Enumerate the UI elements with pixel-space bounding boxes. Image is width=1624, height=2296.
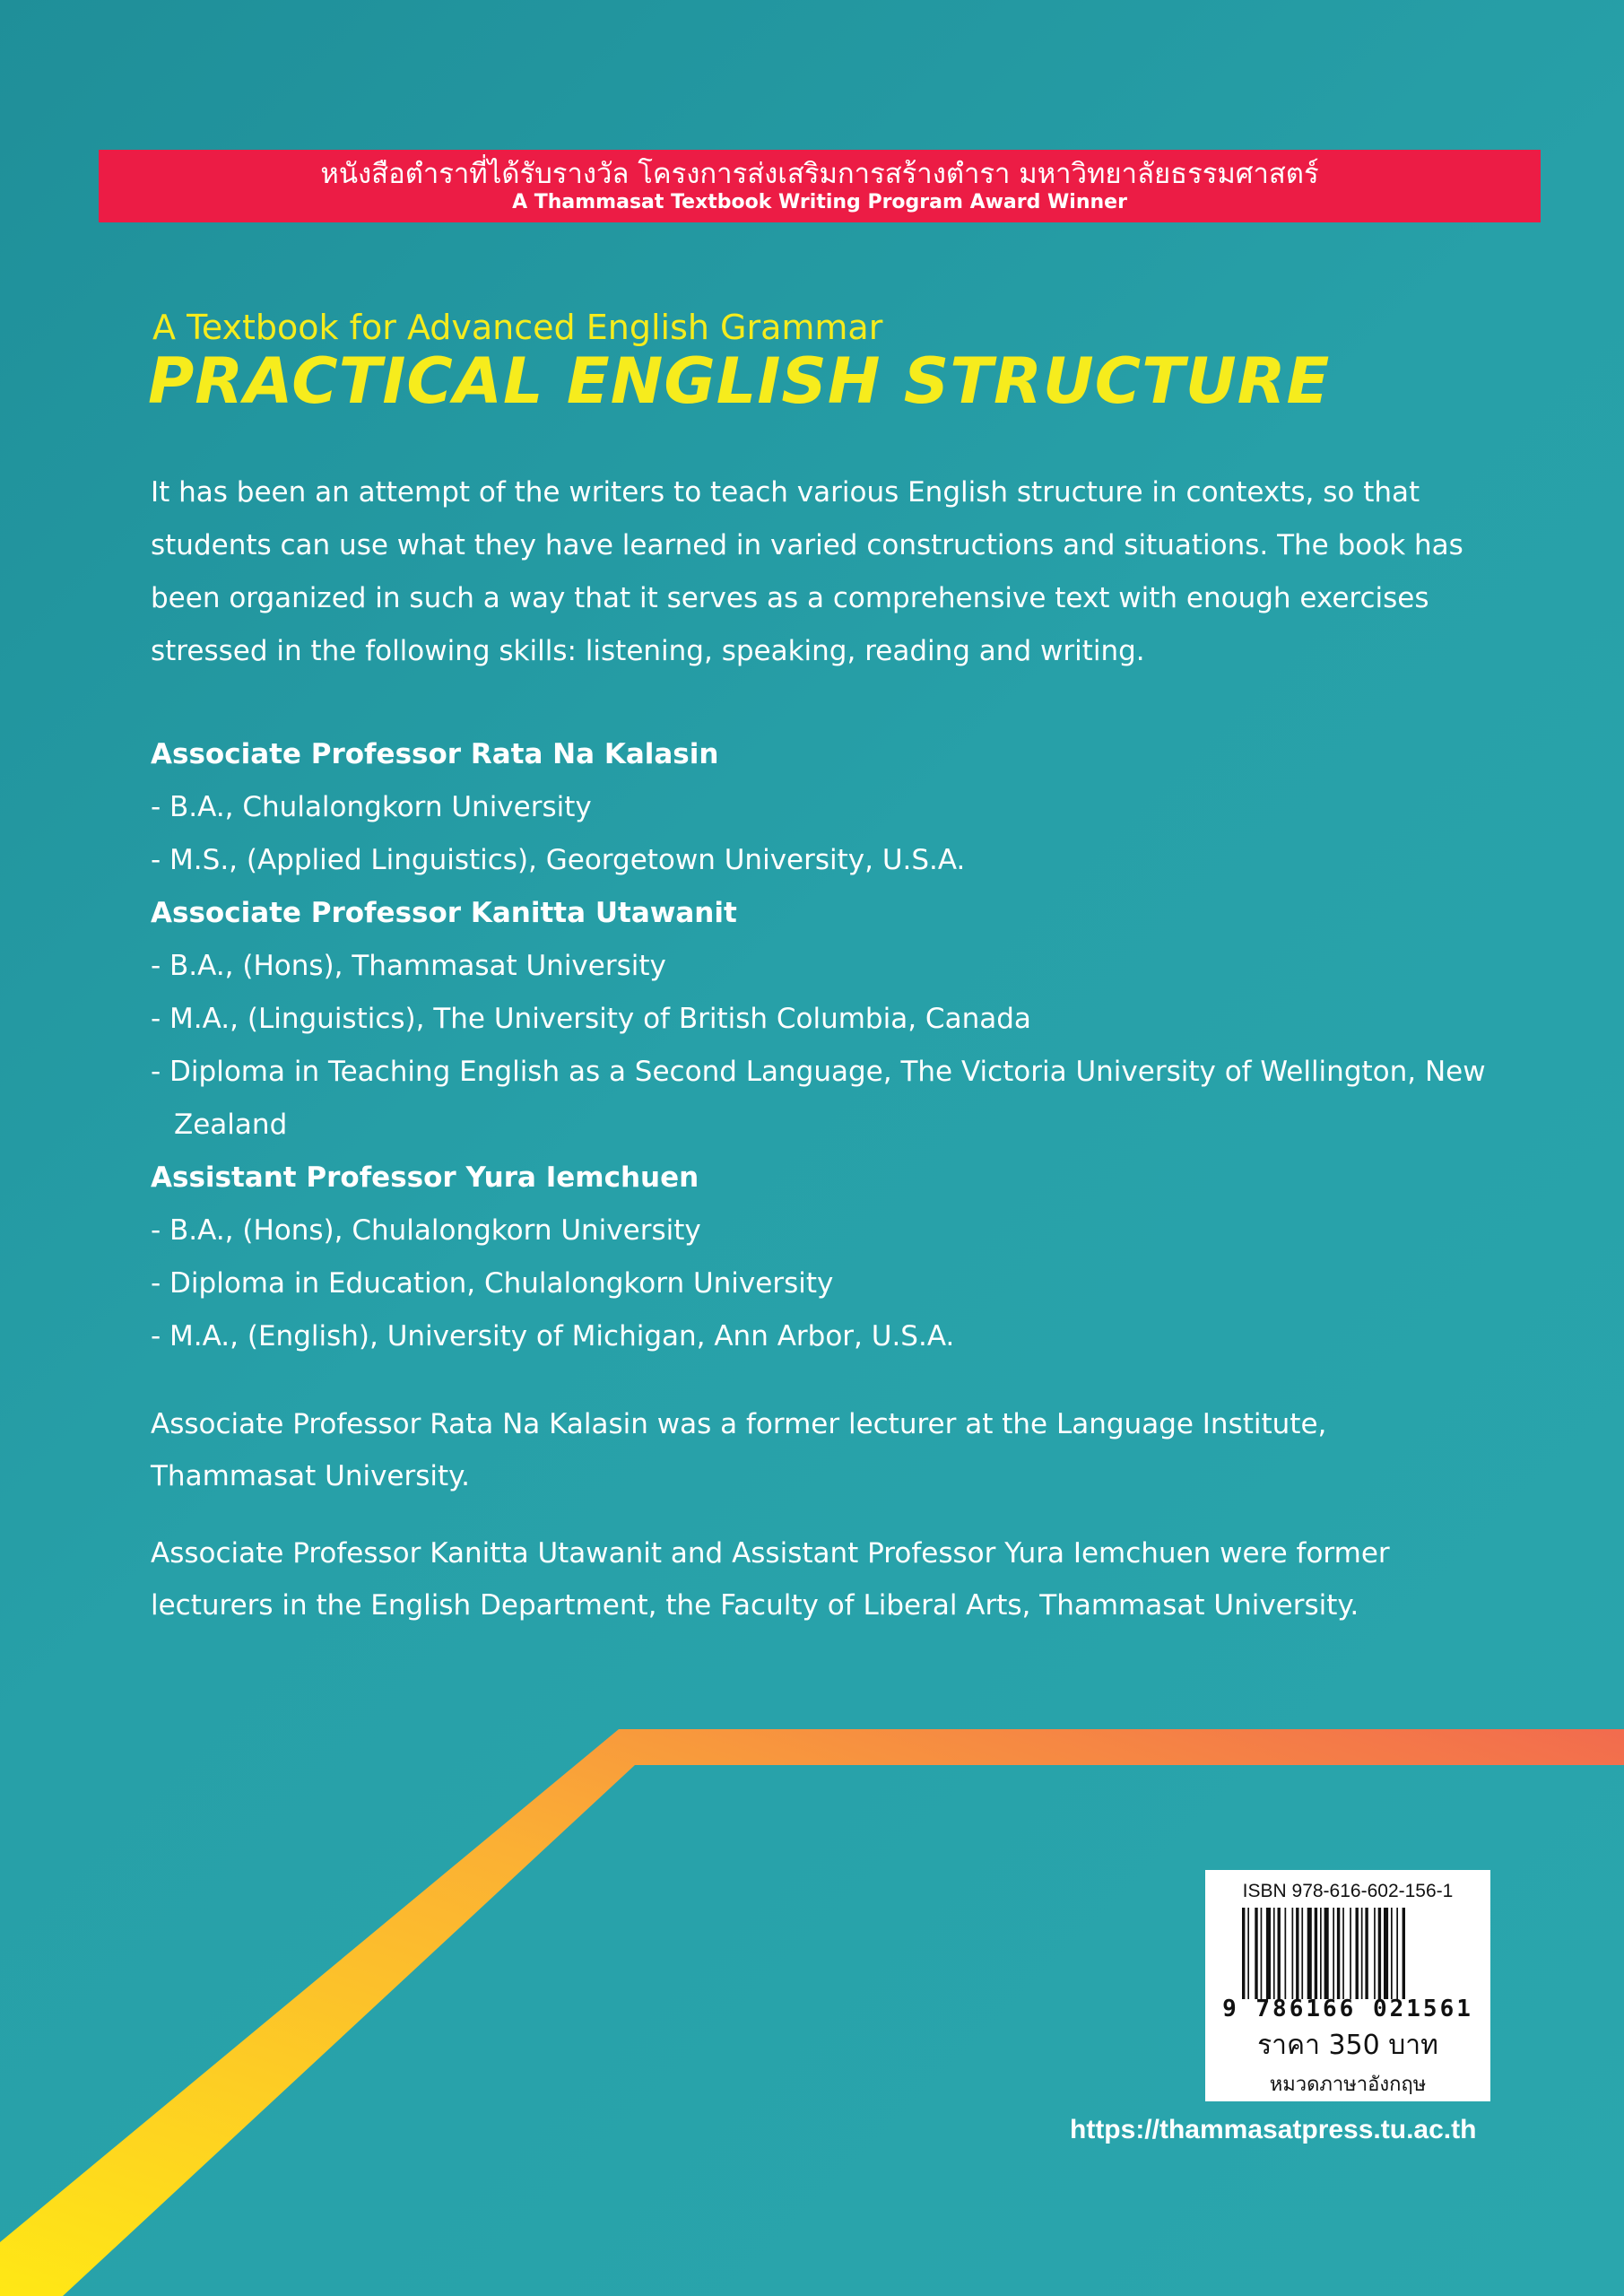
- author-note-2: Associate Professor Kanitta Utawanit and Assistant Professor Yura Iemchuen were former lecturers in the English Department, the Faculty of Liberal Arts, Thammasat University.: [151, 1537, 1390, 1622]
- author-credential: - Diploma in Education, Chulalongkorn University: [151, 1267, 834, 1300]
- award-english-text: A Thammasat Textbook Writing Program Award Winner: [512, 191, 1127, 213]
- author-credential: - M.A., (English), University of Michigan, Ann Arbor, U.S.A.: [151, 1320, 955, 1352]
- author-credential: - Diploma in Teaching English as a Second Language, The Victoria University of Wellington, New Zealand: [151, 1056, 1486, 1141]
- author-block: [151, 1152, 1496, 1363]
- barcode-digits: 9 786166 021561: [1222, 1996, 1473, 2022]
- barcode-panel: [1205, 1870, 1490, 2101]
- barcode-icon: [1238, 1908, 1457, 1999]
- author-name: Associate Professor Kanitta Utawanit: [151, 897, 737, 929]
- author-credential: - M.A., (Linguistics), The University of British Columbia, Canada: [151, 1003, 1031, 1035]
- award-banner: [99, 150, 1541, 222]
- author-credential: - B.A., (Hons), Chulalongkorn University: [151, 1214, 701, 1247]
- author-block: [151, 728, 1496, 887]
- isbn-label: ISBN 978-616-602-156-1: [1242, 1881, 1454, 1901]
- author-name: Assistant Professor Yura Iemchuen: [151, 1161, 699, 1194]
- book-title: PRACTICAL ENGLISH STRUCTURE: [148, 344, 1331, 418]
- price-label: ราคา 350 บาท: [1257, 2030, 1438, 2061]
- author-credential: - B.A., (Hons), Thammasat University: [151, 950, 666, 982]
- author-credential: - M.S., (Applied Linguistics), Georgetown University, U.S.A.: [151, 844, 966, 876]
- book-subtitle: A Textbook for Advanced English Grammar: [152, 308, 883, 347]
- author-note-1: Associate Professor Rata Na Kalasin was a former lecturer at the Language Institute, Thammasat University.: [151, 1408, 1327, 1492]
- author-block: [151, 887, 1496, 1152]
- category-label: หมวดภาษาอังกฤษ: [1269, 2074, 1427, 2096]
- award-thai-text: หนังสือตำราที่ได้รับรางวัล โครงการส่งเสริมการสร้างตำรา มหาวิทยาลัยธรรมศาสตร์: [320, 158, 1319, 190]
- author-name: Associate Professor Rata Na Kalasin: [151, 738, 719, 770]
- book-description: It has been an attempt of the writers to teach various English structure in contexts, so that students can use what they have learned in varied constructions and situations. The book has been organized in such a way that it serves as a comprehensive text with enough exercises stressed in the following skills: listening, speaking, reading and writing.: [151, 476, 1463, 667]
- author-list: [151, 728, 1496, 1363]
- publisher-url[interactable]: https://thammasatpress.tu.ac.th: [1070, 2115, 1477, 2144]
- author-credential: - B.A., Chulalongkorn University: [151, 791, 592, 823]
